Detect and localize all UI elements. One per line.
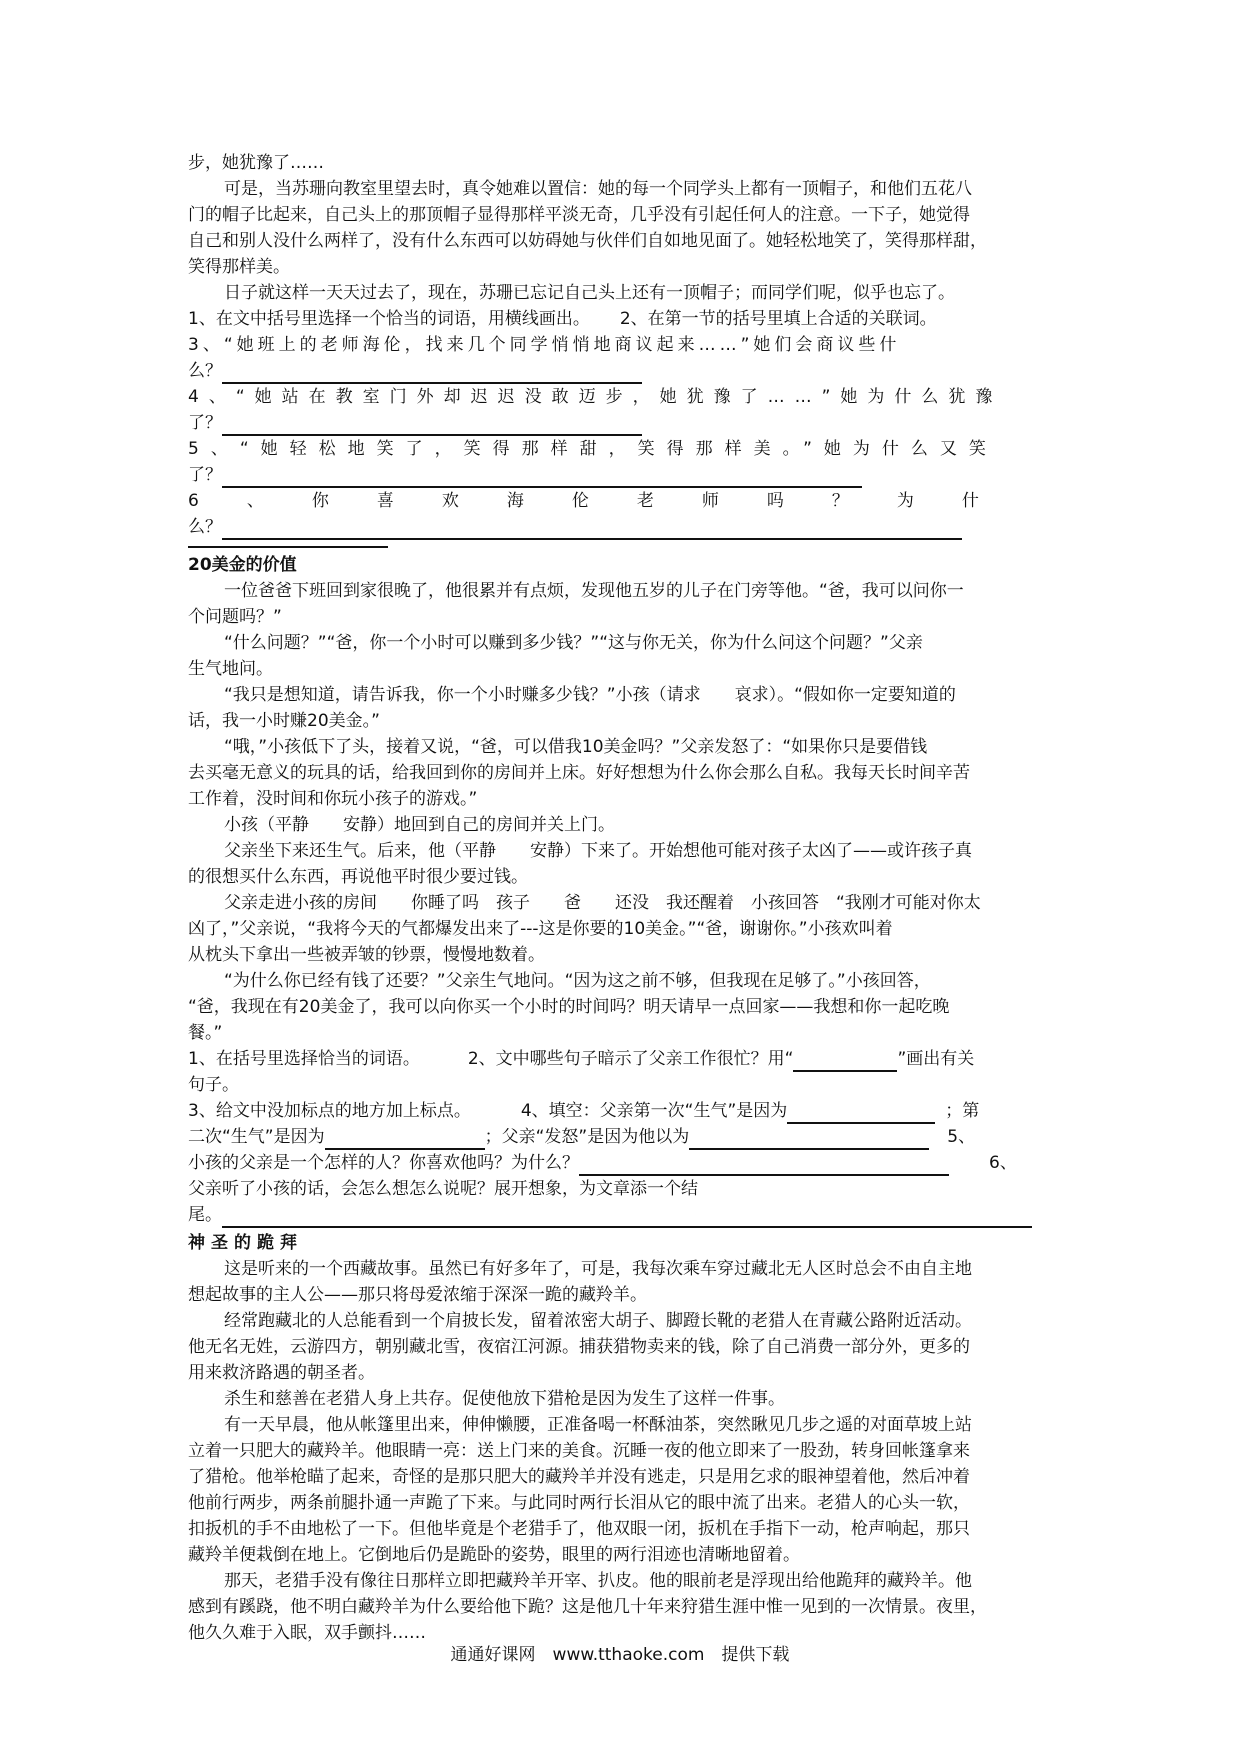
paragraph-line: 去买毫无意义的玩具的话，给我回到你的房间并上床。好好想想为什么你会那么自私。我每天长时间辛苦 [188, 763, 970, 783]
paragraph-line: 感到有蹊跷，他不明白藏羚羊为什么要给他下跪？这是他几十年来狩猎生涯中惟一见到的一次情景。夜里， [188, 1597, 987, 1617]
question-2-tail: ”画出有关 [897, 1049, 975, 1069]
answer-blank[interactable] [793, 1052, 897, 1072]
question-2-continued: 句子。 [188, 1075, 239, 1095]
paragraph-line: 立着一只肥大的藏羚羊。他眼睛一亮：送上门来的美食。沉睡一夜的他立即来了一股劲，转身回帐篷拿来 [188, 1441, 970, 1461]
question-4-part: ；父亲“发怒”是因为他以为 [484, 1127, 690, 1147]
question-6-tail: 尾。 [188, 1205, 222, 1225]
paragraph-line: 笑得那样美。 [188, 257, 290, 277]
paragraph-line: 了猎枪。他举枪瞄了起来，奇怪的是那只肥大的藏羚羊并没有逃走，只是用乞求的眼神望着他，然后冲着 [188, 1467, 970, 1487]
question-3-answer [188, 358, 1058, 384]
question-4-tail: 了？ [188, 413, 222, 433]
paragraph-line: 门的帽子比起来，自己头上的那顶帽子显得那样平淡无奇，几乎没有引起任何人的注意。一下子，她觉得 [188, 205, 970, 225]
paragraph-line: 藏羚羊便栽倒在地上。它倒地后仍是跪卧的姿势，眼里的两行泪迹也清晰地留着。 [188, 1545, 800, 1565]
paragraph-line: 生气地问。 [188, 659, 273, 679]
page-footer: 通通好课网 www.tthaoke.com 提供下载 [450, 1645, 790, 1665]
question-5: 小孩的父亲是一个怎样的人？你喜欢他吗？为什么？ [188, 1153, 579, 1173]
section-divider [188, 546, 388, 548]
paragraph-line: 日子就这样一天天过去了，现在，苏珊已忘记自己头上还有一顶帽子；而同学们呢，似乎也忘了。 [224, 283, 955, 303]
question-6: 6、你喜欢海伦老师吗？为什 [188, 491, 1027, 511]
paragraph-line: 的很想买什么东西，再说他平时很少要过钱。 [188, 867, 528, 887]
question-3: 3、“她班上的老师海伦，找来几个同学悄悄地商议起来……”她们会商议些什 [188, 335, 901, 355]
question-1: 1、在括号里选择恰当的词语。 [188, 1049, 420, 1069]
question-6-tail: 么？ [188, 517, 222, 537]
paragraph-line: 父亲走进小孩的房间 你睡了吗 孩子 爸 还没 我还醒着 小孩回答 “我刚才可能对你太 [224, 893, 981, 913]
paragraph-line: 他前行两步，两条前腿扑通一声跪了下来。与此同时两行长泪从它的眼中流了出来。老猎人的心头一软， [188, 1493, 970, 1513]
answer-blank[interactable] [325, 1130, 485, 1150]
paragraph-line: 有一天早晨，他从帐篷里出来，伸伸懒腰，正准备喝一杯酥油茶，突然瞅见几步之遥的对面草坡上站 [224, 1415, 972, 1435]
paragraph-line: “爸，我现在有20美金了，我可以向你买一个小时的时间吗？明天请早一点回家——我想和你一起吃晚 [188, 997, 950, 1017]
paragraph-line: “哦，”小孩低下了头，接着又说，“爸，可以借我10美金吗？”父亲发怒了：“如果你只是要借钱 [224, 737, 928, 757]
document-page [188, 150, 1058, 1646]
question-line [188, 1124, 1058, 1150]
question-5: 5、“她轻松地笑了，笑得那样甜，笑得那样美。”她为什么又笑 [188, 439, 998, 459]
section-title: 20美金的价值 [188, 555, 297, 575]
paragraph-line: 他无名无姓，云游四方，朝别藏北雪，夜宿江河源。捕获猎物卖来的钱，除了自己消费一部分外，更多的 [188, 1337, 970, 1357]
paragraph-line: 小孩（平静 安静）地回到自己的房间并关上门。 [224, 815, 615, 835]
paragraph-line: 父亲坐下来还生气。后来，他（平静 安静）下来了。开始想他可能对孩子太凶了——或许孩子真 [224, 841, 972, 861]
answer-blank[interactable] [222, 520, 962, 540]
paragraph-line: 杀生和慈善在老猎人身上共存。促使他放下猎枪是因为发生了这样一件事。 [224, 1389, 785, 1409]
question-2: 2、文中哪些句子暗示了父亲工作很忙？用“ [467, 1049, 794, 1069]
paragraph-line: 工作着，没时间和你玩小孩子的游戏。” [188, 789, 478, 809]
question-6-answer [188, 514, 1058, 540]
paragraph-line: 可是，当苏珊向教室里望去时，真令她难以置信：她的每一个同学头上都有一顶帽子，和他们五花八 [224, 179, 972, 199]
question-5-answer [188, 462, 1058, 488]
question-6-number: 6、 [989, 1153, 1017, 1173]
paragraph-line: 话，我一小时赚20美金。” [188, 711, 380, 731]
question-1: 1、在文中括号里选择一个恰当的词语，用横线画出。 [188, 309, 590, 329]
paragraph-line: 想起故事的主人公——那只将母爱浓缩于深深一跪的藏羚羊。 [188, 1285, 647, 1305]
paragraph-line: 个问题吗？” [188, 607, 282, 627]
paragraph-line: 自己和别人没什么两样了，没有什么东西可以妨碍她与伙伴们自如地见面了。她轻松地笑了，笑得那样甜， [188, 231, 987, 251]
answer-blank[interactable] [222, 416, 642, 436]
question-4-tail: ；第 [945, 1101, 980, 1121]
answer-blank[interactable] [689, 1130, 929, 1150]
paragraph-line: 用来救济路遇的朝圣者。 [188, 1363, 375, 1383]
question-line [188, 1098, 1058, 1124]
question-5-number: 5、 [947, 1127, 976, 1147]
answer-blank[interactable] [579, 1156, 949, 1176]
paragraph-line: 餐。” [188, 1023, 223, 1043]
answer-blank[interactable] [222, 364, 642, 384]
question-6-answer [188, 1202, 1058, 1228]
paragraph-line: 步，她犹豫了…… [188, 153, 324, 173]
answer-blank[interactable] [787, 1104, 935, 1124]
paragraph-line: “为什么你已经有钱了还要？”父亲生气地问。“因为这之前不够，但我现在足够了。”小孩回答， [224, 971, 931, 991]
question-4: 4、“她站在教室门外却迟迟没敢迈步，她犹豫了……”她为什么犹豫 [188, 387, 1003, 407]
answer-blank[interactable] [222, 468, 862, 488]
question-4: 4、填空：父亲第一次“生气”是因为 [520, 1101, 788, 1121]
question-line [188, 306, 1058, 332]
question-6: 父亲听了小孩的话，会怎么想怎么说呢？展开想象，为文章添一个结 [188, 1179, 698, 1199]
question-3-tail: 么？ [188, 361, 222, 381]
section-title: 神圣的跪拜 [188, 1233, 303, 1253]
paragraph-line: “什么问题？”“爸，你一个小时可以赚到多少钱？”“这与你无关，你为什么问这个问题？”父亲 [224, 633, 923, 653]
paragraph-line: “我只是想知道，请告诉我，你一个小时赚多少钱？”小孩（请求 哀求）。“假如你一定要知道的 [224, 685, 956, 705]
question-line [188, 1046, 1058, 1072]
paragraph-line: 一位爸爸下班回到家很晚了，他很累并有点烦，发现他五岁的儿子在门旁等他。“爸，我可以问你一 [224, 581, 964, 601]
answer-blank[interactable] [222, 1208, 1032, 1228]
paragraph-line: 经常跑藏北的人总能看到一个肩披长发，留着浓密大胡子、脚蹬长靴的老猎人在青藏公路附近活动。 [224, 1311, 972, 1331]
paragraph-line: 扣扳机的手不由地松了一下。但他毕竟是个老猎手了，他双眼一闭，扳机在手指下一动，枪声响起，那只 [188, 1519, 970, 1539]
paragraph-line: 这是听来的一个西藏故事。虽然已有好多年了，可是，我每次乘车穿过藏北无人区时总会不由自主地 [224, 1259, 972, 1279]
question-4-part: 二次“生气”是因为 [188, 1127, 325, 1147]
paragraph-line: 从枕头下拿出一些被弄皱的钞票，慢慢地数着。 [188, 945, 545, 965]
question-4-answer [188, 410, 1058, 436]
question-line [188, 1150, 1058, 1176]
paragraph-line: 他久久难于入眠，双手颤抖…… [188, 1623, 426, 1643]
paragraph-line: 那天，老猎手没有像往日那样立即把藏羚羊开宰、扒皮。他的眼前老是浮现出给他跪拜的藏羚羊。他 [224, 1571, 972, 1591]
paragraph-line: 凶了，”父亲说，“我将今天的气都爆发出来了---这是你要的10美金。”“爸，谢谢你。”小孩欢叫着 [188, 919, 893, 939]
question-5-tail: 了？ [188, 465, 222, 485]
question-3: 3、给文中没加标点的地方加上标点。 [188, 1101, 471, 1121]
question-2: 2、在第一节的括号里填上合适的关联词。 [619, 309, 937, 329]
